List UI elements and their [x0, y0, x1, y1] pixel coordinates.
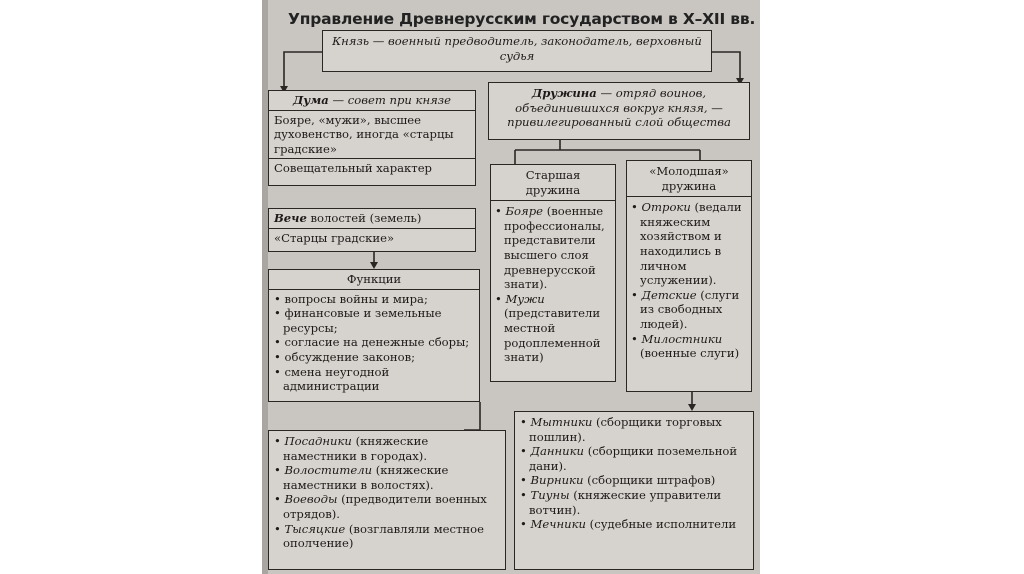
veche-desc: волостей (земель) — [310, 211, 422, 225]
prince-box — [322, 30, 712, 72]
senior-druzhina-list — [491, 201, 615, 368]
duma-character: Совещательный характер — [274, 161, 432, 176]
list-item: • Тиуны (княжеские управители вотчин). — [520, 488, 748, 517]
druzhina-desc: — отряд воинов, объединившихся вокруг князя, — привилегированный слой общества — [507, 86, 731, 130]
list-item: • Волостители (княжеские наместники в волостях). — [274, 463, 500, 492]
functions-box — [268, 269, 480, 402]
duma-header — [269, 91, 475, 111]
list-item: • Мужи (представители местной родоплеменной знати) — [495, 292, 611, 365]
list-item: • Милостники (военные слуги) — [631, 332, 747, 361]
list-item: • Бояре (военные профессионалы, представители высшего слоя древнерусской знати). — [495, 204, 611, 292]
list-item: • Данники (сборщики поземельной дани). — [520, 444, 748, 473]
list-item: • Мечники (судебные исполнители — [520, 517, 748, 532]
junior-druzhina-title: «Молодшая» дружина — [627, 161, 751, 197]
list-item: • Детские (слуги из свободных людей). — [631, 288, 747, 332]
veche-members: «Старцы градские» — [274, 230, 395, 245]
druzhina-name: Дружина — [531, 86, 597, 100]
veche-name: Вече — [274, 211, 307, 225]
veche-box — [268, 208, 476, 252]
list-item: • Мытники (сборщики торговых пошлин). — [520, 415, 748, 444]
junior-druzhina-box — [626, 160, 752, 392]
duma-box — [268, 90, 476, 186]
functions-list — [269, 290, 479, 396]
senior-druzhina-title: Старшая дружина — [491, 165, 615, 201]
list-item: • Отроки (ведали княжеским хозяйством и находились в личном услужении). — [631, 200, 747, 288]
druzhina-box — [488, 82, 750, 140]
list-item: • Посадники (княжеские наместники в городах). — [274, 434, 500, 463]
officials-right-box — [514, 411, 754, 570]
prince-name: Князь — [332, 34, 370, 48]
junior-druzhina-list — [627, 197, 751, 364]
duma-name: Дума — [293, 93, 329, 107]
list-item: • смена неугодной администрации — [274, 365, 474, 394]
list-item: • Вирники (сборщики штрафов) — [520, 473, 748, 488]
prince-desc: — военный предводитель, законодатель, верховный судья — [372, 34, 702, 63]
list-item: • обсуждение законов; — [274, 350, 474, 365]
list-item: • Воеводы (предводители военных отрядов). — [274, 492, 500, 521]
list-item: • согласие на денежные сборы; — [274, 335, 474, 350]
officials-left-box — [268, 430, 506, 570]
list-item: • Тысяцкие (возглавляли местное ополчение) — [274, 522, 500, 551]
senior-druzhina-box — [490, 164, 616, 382]
list-item: • финансовые и земельные ресурсы; — [274, 306, 474, 335]
veche-header — [269, 209, 475, 229]
list-item: • вопросы войны и мира; — [274, 292, 474, 307]
duma-members: Бояре, «мужи», высшее духовенство, иногда «старцы градские» — [269, 111, 475, 160]
functions-title: Функции — [269, 270, 479, 290]
page-title: Управление Древнерусским государством в X–XII вв. — [288, 10, 756, 28]
duma-desc: — совет при князе — [332, 93, 451, 107]
